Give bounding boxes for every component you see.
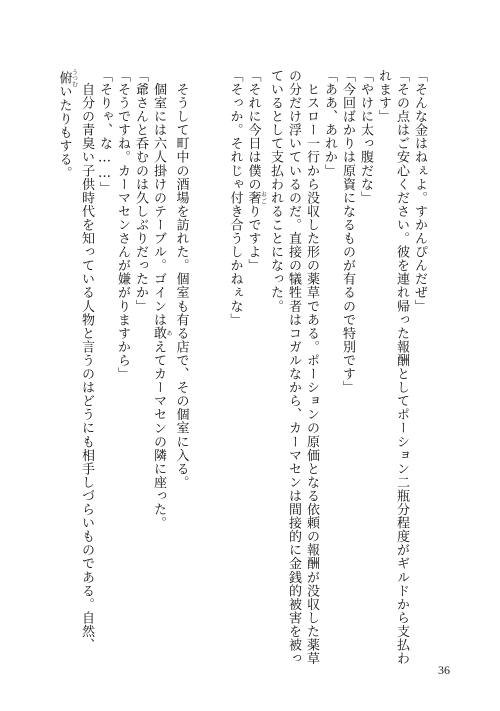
narration-line: 個室には六人掛けのテーブル。ゴインは敢 あえてカーマセンの隣に座った。 xyxy=(151,69,172,530)
dialogue-line: れます」 xyxy=(376,69,391,124)
ruby-utsumu: 俯 うつむ xyxy=(56,69,78,87)
dialogue-line: 「ああ、あれか」 xyxy=(322,69,337,178)
dialogue-line: 「爺さんと呑むのは久しぶりだったか」 xyxy=(133,69,148,313)
narration-line: 俯 うつむいたりもする。 xyxy=(56,69,78,180)
ruby-aete: 敢 あ xyxy=(151,326,172,341)
vertical-text-body xyxy=(56,69,428,666)
section-gap xyxy=(208,69,226,629)
narration-line: そうして町中の酒場を訪れた。個室も有る店で、その個室に入る。 xyxy=(173,69,189,490)
narration-line: ているとして支払われることになった。 xyxy=(268,69,283,313)
dialogue-line: 「それに今日は僕の奢 おごりですよ」 xyxy=(245,69,267,273)
ruby-ogori: 奢 おご xyxy=(245,190,267,205)
dialogue-line: 「やけに太っ腹だな」 xyxy=(358,69,373,205)
dialogue-line: 「そんな金はねぇよ。すかんぴんだぜ」 xyxy=(412,69,427,313)
dialogue-line: 「今回ばかりは原資になるものが有るので特別です」 xyxy=(340,69,355,395)
narration-line: 自分の青臭い子供時代を知っている人物と言うのはどうにも相手しづらいものである。自然、 xyxy=(79,69,94,652)
dialogue-line: 「そうですね。カーマセンさんが嫌がりますから」 xyxy=(115,69,130,381)
dialogue-line: 「そっか。それじゃ付き合うしかねぇな」 xyxy=(227,69,243,327)
page-number: 36 xyxy=(438,663,450,677)
section-gap xyxy=(190,69,208,629)
narration-line: の分だけ浮いているのだ。直接の犠牲者はコガルなから、カーマセンは間接的に金銭的被害を被っ xyxy=(286,69,301,666)
narration-line: ヒスロー一行から没収した形の薬草である。ポーションの原価となる依頼の報酬が没収した薬草 xyxy=(304,69,319,666)
dialogue-line: 「その点はご安心ください。彼を連れ帰った報酬としてポーション二瓶分程度がギルドから支払わ xyxy=(394,69,409,666)
dialogue-line: 「そりゃ、な……」 xyxy=(97,69,112,195)
